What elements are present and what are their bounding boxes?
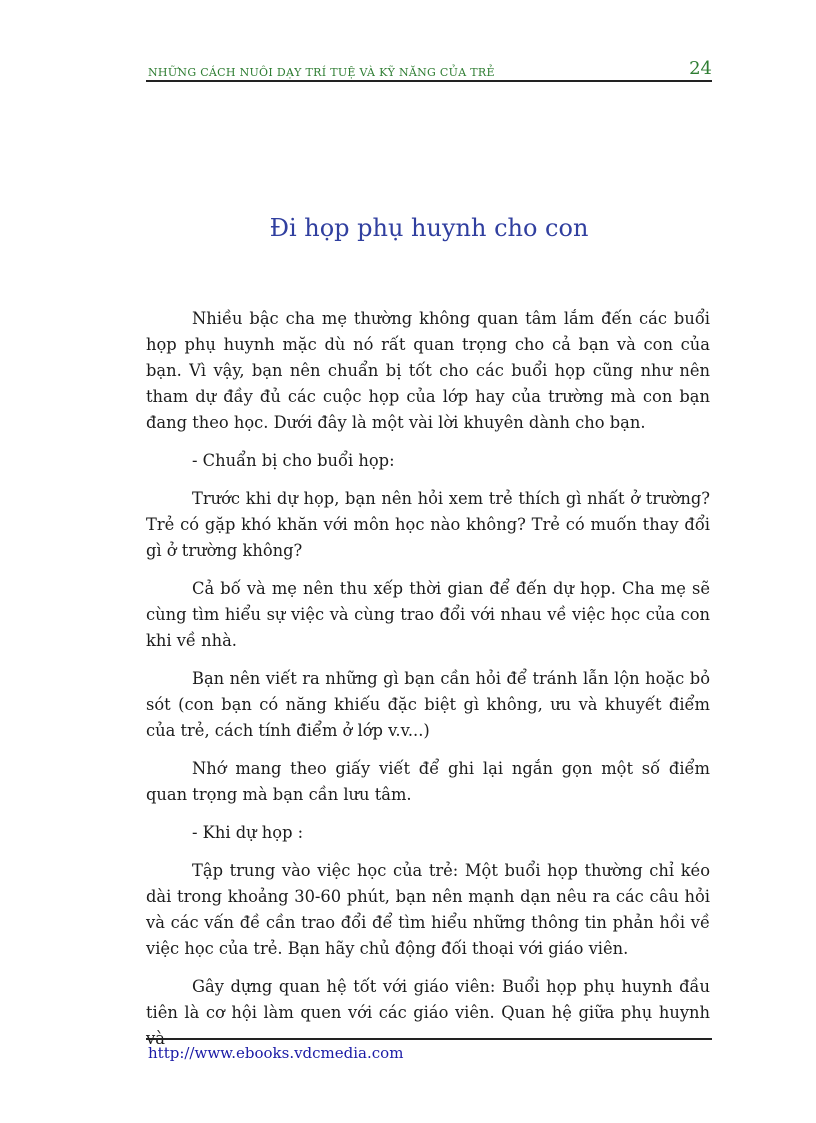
footer-website-link[interactable]: http://www.ebooks.vdcmedia.com — [148, 1044, 404, 1062]
chapter-title: Đi họp phụ huynh cho con — [269, 214, 589, 242]
body-text — [146, 306, 710, 1064]
paragraph: Nhiều bậc cha mẹ thường không quan tâm lắm đến các buổi họp phụ huynh mặc dù nó rất quan trọng cho cả bạn và con của bạn. Vì vậy, bạn nên chuẩn bị tốt cho các buổi họp cũng như nên tham dự đầy đủ các cuộc họp của lớp hay của trường mà con bạn đang theo học. Dưới đây là một vài lời khuyên dành cho bạn. — [146, 309, 710, 432]
paragraph: - Khi dự họp : — [192, 823, 304, 842]
paragraph: Tập trung vào việc học của trẻ: Một buổi họp thường chỉ kéo dài trong khoảng 30-60 phút, bạn nên mạnh dạn nêu ra các câu hỏi và các vấn đề cần trao đổi để tìm hiểu những thông tin phản hồi về việc học của trẻ. Bạn hãy chủ động đối thoại với giáo viên. — [146, 861, 710, 958]
book-title: NHỮNG CÁCH NUÔI DẠY TRÍ TUỆ VÀ KỸ NĂNG CỦA TRẺ — [148, 66, 495, 79]
page-header — [146, 58, 712, 82]
page-number: 24 — [689, 58, 712, 79]
paragraph: Bạn nên viết ra những gì bạn cần hỏi để tránh lẫn lộn hoặc bỏ sót (con bạn có năng khiếu đặc biệt gì không, ưu và khuyết điểm của trẻ, cách tính điểm ở lớp v.v...) — [146, 669, 710, 740]
footer-divider — [146, 1038, 712, 1040]
paragraph: Nhớ mang theo giấy viết để ghi lại ngắn gọn một số điểm quan trọng mà bạn cần lưu tâm. — [146, 759, 710, 804]
paragraph: - Chuẩn bị cho buổi họp: — [192, 451, 395, 470]
paragraph: Cả bố và mẹ nên thu xếp thời gian để đến dự họp. Cha mẹ sẽ cùng tìm hiểu sự việc và cùng trao đổi với nhau về việc học của con khi về nhà. — [146, 579, 710, 650]
paragraph: Gây dựng quan hệ tốt với giáo viên: Buổi họp phụ huynh đầu tiên là cơ hội làm quen với các giáo viên. Quan hệ giữa phụ huynh và — [146, 977, 710, 1048]
paragraph: Trước khi dự họp, bạn nên hỏi xem trẻ thích gì nhất ở trường? Trẻ có gặp khó khăn với môn học nào không? Trẻ có muốn thay đổi gì ở trường không? — [146, 489, 710, 560]
header-divider — [146, 80, 712, 82]
